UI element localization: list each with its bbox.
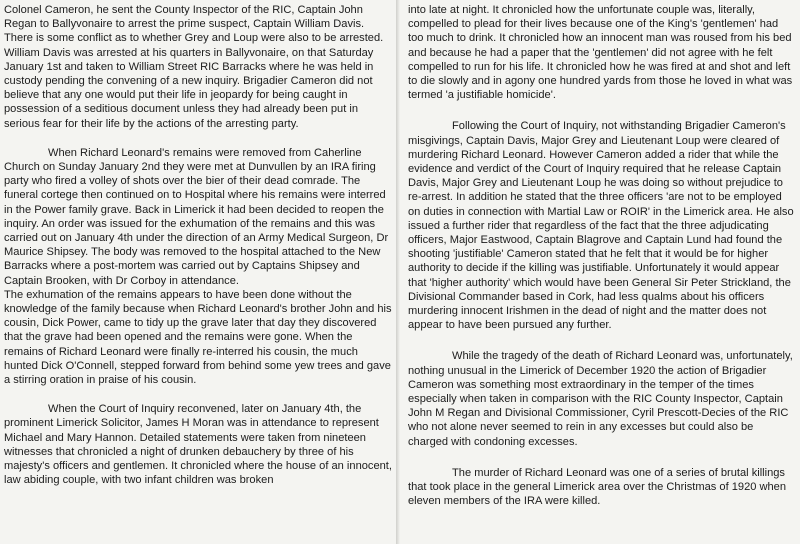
left-paragraph-1: Colonel Cameron, he sent the County Inspector of the RIC, Captain John Regan to Ballyvonaire to arrest the prime suspect, Captain William Davis. There is some conflict as to whether Grey and Loup were also to be arrested. William Davis was arrested at his quarters in Ballyvonaire, on that Saturday January 1st and taken to William Street RIC Barracks where he was held in custody pending the convening of a new inquiry. Brigadier Cameron did not believe that any one would put their life in jeopardy for being caught in possession of a seditious document unless they had already been put in serious fear for their life by the actions of the arresting party. (4, 4, 384, 130)
paragraph-gap (408, 102, 794, 119)
right-paragraph-4: The murder of Richard Leonard was one of a series of brutal killings that took place in the general Limerick area over the Christmas of 1920 when eleven members of the IRA were killed. (408, 466, 787, 508)
paragraph-gap (408, 449, 794, 466)
paragraph-gap (4, 387, 392, 402)
right-paragraph-2: Following the Court of Inquiry, not withstanding Brigadier Cameron's misgivings, Captain Davis, Major Grey and Lieutenant Loup were cleared of murdering Richard Leonard. However Cameron added a rider that while the evidence and verdict of the Court of Inquiry required that he release Captain Davis, Major Grey and Lieutenant Loup he was doing so without prejudice to re-arrest. In addition he stated that the three officers 'are not to be employed on duties in connection with Martial Law or ROIR' in the Limerick area. He also issued a further rider that regardless of the fact that the three adjudicating officers, Major Eastwood, Captain Blagrove and Captain Lund had found the shooting 'justifiable' Cameron stated that he felt that it would be for higher authority to decide if the killing was justifiable. Unfortunately it would appear that 'higher authority' which would have been General Sir Peter Strickland, the Divisional Commander based in Cork, had less qualms about his officers murdering innocent Irishmen in the dead of night and the matter does not appear to have been pursued any further. (408, 120, 794, 332)
left-paragraph-3: The exhumation of the remains appears to have been done without the knowledge of the family because when Richard Leonard's brother John and his cousin, Dick Power, came to tidy up the grave later that day they discovered that the grave had been opened and the remains were gone. When the remains of Richard Leonard were finally re-interred his cousin, the much hunted Dick O'Connell, stepped forward from behind some yew trees and gave a stirring oration in praise of his cousin. (4, 288, 392, 387)
right-page (400, 0, 800, 544)
left-paragraph-2: When Richard Leonard's remains were removed from Caherline Church on Sunday January 2nd they were met at Dunvullen by an IRA firing party who fired a volley of shots over the bier of their dead comrade. The funeral cortege then continued on to Hospital where his remains were interred in the Power family grave. Back in Limerick it had been decided to reopen the inquiry. An order was issued for the exhumation of the remains and this was carried out on January 4th under the direction of an Army Medical Surgeon, Dr Maurice Shipsey. The body was removed to the hospital attached to the New Barracks where a post-mortem was carried out by Captains Shipsey and Captain Brooken, with Dr Corboy in attendance. (4, 146, 389, 287)
right-paragraph-1: into late at night. It chronicled how the unfortunate couple was, literally, compelled to plead for their lives because one of the King's 'gentlemen' had too much to drink. It chronicled how an innocent man was roused from his bed and because he had a paper that the 'gentlemen' did not agree with he felt compelled to run for his life. It chronicled how he was fired at and shot and left to die slowly and in agony one hundred yards from those he loved in what was termed 'a justifiable homicide'. (408, 4, 793, 102)
left-page (0, 0, 396, 544)
left-paragraph-4: When the Court of Inquiry reconvened, later on January 4th, the prominent Limerick Solicitor, James H Moran was in attendance to represent Michael and Mary Hannon. Detailed statements were taken from nineteen witnesses that chronicled a night of drunken debauchery by three of his majesty's officers and gentlemen. It chronicled where the house of an innocent, law abiding couple, with two infant children was broken (4, 403, 392, 487)
paragraph-gap (408, 332, 794, 349)
paragraph-gap (4, 131, 392, 146)
right-paragraph-3: While the tragedy of the death of Richard Leonard was, unfortunately, nothing unusual in the Limerick of December 1920 the action of Brigadier Cameron was something most extraordinary in the temper of the times especially when taken in comparison with the RIC County Inspector, Captain John M Regan and Divisional Commissioner, Cyril Prescott-Decies of the RIC who not alone never seemed to rein in any excesses but could also be charged with condoning excesses. (408, 350, 793, 448)
